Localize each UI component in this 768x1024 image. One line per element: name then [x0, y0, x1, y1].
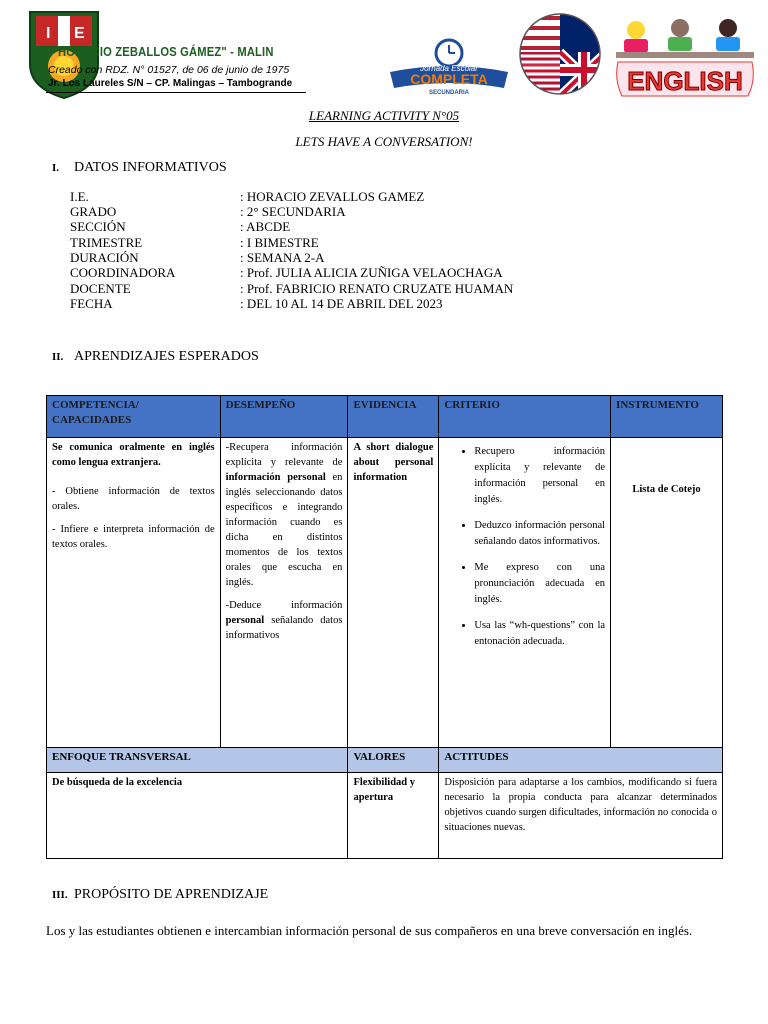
- info-row-ie: [70, 189, 670, 204]
- evidencia-text: A short dialogue about personal information: [353, 442, 434, 483]
- learning-table: [46, 395, 723, 859]
- info-label: COORDINADORA: [70, 265, 176, 280]
- header-actitudes: ACTITUDES: [439, 748, 723, 773]
- info-label: DURACIÓN: [70, 250, 139, 265]
- jornada-completa-badge-icon: [386, 38, 512, 96]
- table-row: [47, 773, 723, 859]
- header-divider: [46, 92, 306, 93]
- info-value: : Prof. FABRICIO RENATO CRUZATE HUAMAN: [240, 281, 514, 296]
- desempeno-1: [226, 440, 343, 590]
- info-label: I.E.: [70, 189, 89, 204]
- criterio-item: • Me expreso con una pronunciación adecuada en inglés.: [474, 560, 605, 608]
- section-1-number: I.: [52, 162, 60, 174]
- header-valores: VALORES: [348, 748, 439, 773]
- section-1-title: DATOS INFORMATIVOS: [74, 160, 227, 175]
- info-value: : ABCDE: [240, 219, 291, 234]
- section-3-title: PROPÓSITO DE APRENDIZAJE: [74, 887, 269, 902]
- criterio-list: [444, 444, 605, 650]
- capacidad-2: - Infiere e interpreta información de textos orales.: [52, 524, 215, 550]
- desempeno-1-b: en inglés seleccionando datos específicos e integrando información cuando es dicha en distintos momentos de los textos orales que escucha en inglés.: [225, 472, 343, 588]
- header-competencia: COMPETENCIA/ CAPACIDADES: [47, 396, 221, 438]
- school-resolution: Creado con RDZ. N° 01527, de 06 de junio de 1975: [48, 64, 290, 76]
- badge-main-text: COMPLETA: [410, 71, 488, 87]
- crest-letter-i: I: [46, 25, 51, 42]
- crest-letter-e: E: [74, 25, 85, 42]
- table-row: [47, 438, 723, 748]
- desempeno-1-bold: información personal: [225, 472, 326, 483]
- desempeno-2-bold: personal: [225, 615, 265, 626]
- info-value: : Prof. JULIA ALICIA ZUÑIGA VELAOCHAGA: [240, 265, 503, 280]
- info-label: TRIMESTRE: [70, 235, 143, 250]
- header-instrumento: INSTRUMENTO: [611, 396, 723, 438]
- criterio-item: • Deduzco información personal señalando datos informativos.: [474, 518, 605, 550]
- evidencia-cell: [348, 438, 439, 748]
- section-2-number: II.: [52, 351, 64, 363]
- info-value: : HORACIO ZEVALLOS GAMEZ: [240, 189, 425, 204]
- school-name: HORACIO ZEBALLOS GÁMEZ" - MALIN: [58, 44, 274, 59]
- info-label: FECHA: [70, 296, 113, 311]
- activity-title: LEARNING ACTIVITY N°05: [308, 108, 460, 123]
- header-desempeno: DESEMPEÑO: [220, 396, 348, 438]
- desempeno-2-b: señalando datos informativos: [225, 615, 343, 641]
- badge-sub-text: SECUNDARIA: [428, 90, 470, 96]
- info-row-coordinadora: [70, 265, 670, 280]
- section-2-heading: [52, 349, 259, 365]
- desempeno-cell: [220, 438, 348, 748]
- info-row-docente: [70, 281, 670, 296]
- table-header-row-2: [47, 748, 723, 773]
- competencia-cell: [47, 438, 221, 748]
- criterio-item: • Recupero información explícita y relevante de información personal en inglés.: [474, 444, 605, 508]
- info-row-fecha: [70, 296, 670, 311]
- header-criterio: CRITERIO: [439, 396, 611, 438]
- section-3-number: III.: [52, 889, 68, 901]
- table-header-row: [47, 396, 723, 438]
- header-enfoque: ENFOQUE TRANSVERSAL: [47, 748, 348, 773]
- info-value: : I BIMESTRE: [240, 235, 319, 250]
- info-value: : SEMANA 2-A: [240, 250, 325, 265]
- info-row-grado: [70, 204, 670, 219]
- desempeno-1-a: -Recupera información explícita y relevante de: [225, 442, 343, 468]
- info-value: : DEL 10 AL 14 DE ABRIL DEL 2023: [240, 296, 443, 311]
- desempeno-2: [226, 598, 343, 643]
- section-1-heading: [52, 160, 227, 176]
- criterio-cell: [439, 438, 611, 748]
- activity-subtitle: LETS HAVE A CONVERSATION!: [295, 134, 473, 149]
- info-value: : 2° SECUNDARIA: [240, 204, 346, 219]
- info-row-trimestre: [70, 235, 670, 250]
- capacidad-1: - Obtiene información de textos orales.: [52, 486, 215, 512]
- competencia-main: Se comunica oralmente en inglés como lengua extranjera.: [52, 442, 215, 468]
- actitudes-cell: Disposición para adaptarse a los cambios, modificando si fuera necesario la propia conducta para alcanzar determinados objetivos cuando surgen dificultades, información no conocida o situaciones nuevas.: [439, 773, 723, 859]
- valores-cell: Flexibilidad y apertura: [348, 773, 439, 859]
- uk-us-flag-globe-icon: [514, 12, 606, 96]
- school-address: Jr. Los Laureles S/N – CP. Malingas – Tambogrande: [48, 78, 293, 89]
- section-3-heading: [52, 887, 268, 903]
- header-evidencia: EVIDENCIA: [348, 396, 439, 438]
- info-label: SECCIÓN: [70, 219, 126, 234]
- instrumento-text: Lista de Cotejo: [632, 484, 701, 495]
- info-label: DOCENTE: [70, 281, 131, 296]
- info-row-seccion: [70, 219, 670, 234]
- english-kids-logo-icon: [612, 14, 758, 100]
- instrumento-cell: [611, 438, 723, 748]
- purpose-paragraph: Los y las estudiantes obtienen e intercambian información personal de sus compañeros en una breve conversación en inglés.: [46, 923, 693, 938]
- criterio-item: • Usa las “wh-questions” con la entonación adecuada.: [474, 618, 605, 650]
- badge-top-text: Jornada Escolar: [420, 64, 478, 73]
- desempeno-2-a: -Deduce información: [225, 600, 343, 611]
- english-label: ENGLISH: [627, 66, 743, 96]
- section-2-title: APRENDIZAJES ESPERADOS: [74, 349, 259, 364]
- info-row-duracion: [70, 250, 670, 265]
- info-label: GRADO: [70, 204, 117, 219]
- enfoque-cell: De búsqueda de la excelencia: [47, 773, 348, 859]
